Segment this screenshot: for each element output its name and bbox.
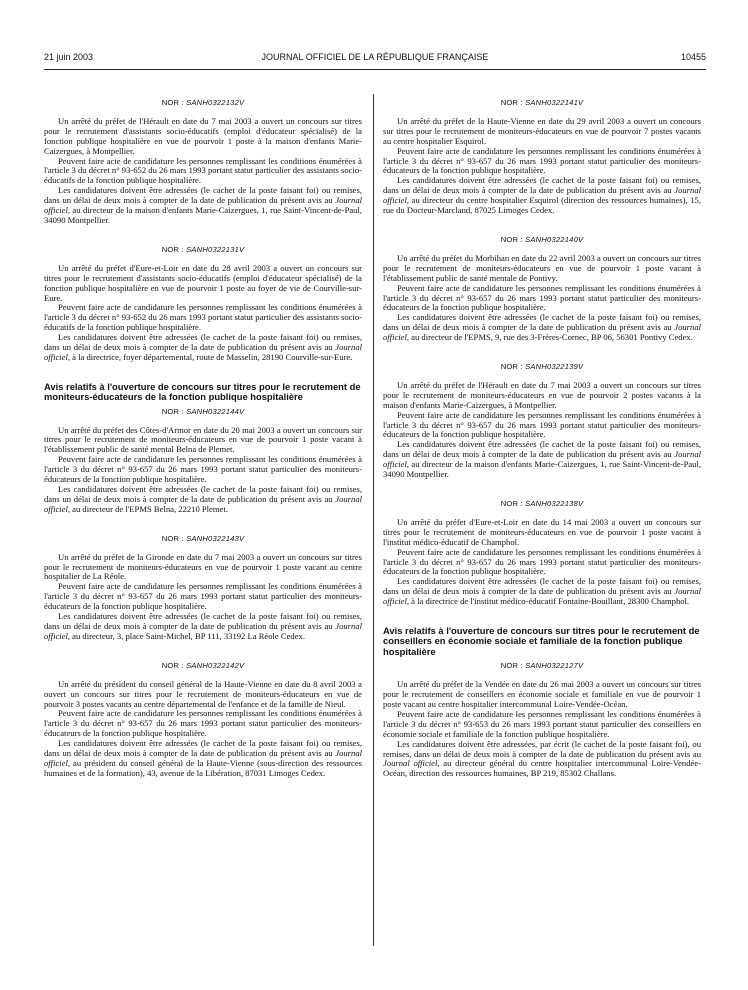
nor-label: NOR : <box>161 660 184 670</box>
nor-label: NOR : <box>161 98 184 107</box>
nor-code: SANH0322141V <box>525 98 584 107</box>
nor-label: NOR : <box>161 406 184 416</box>
notice-item <box>383 661 701 779</box>
notice-paragraph: Peuvent faire acte de candidature les personnes remplissant les conditions énumérées à l'article 3 du décret n° 93-652 du 26 mars 1993 portant statut particulier des assistants socio-éducatifs de la fonction publique hospitalière. <box>44 155 362 186</box>
notice-paragraph: Les candidatures doivent être adressées (le cachet de la poste faisant foi) ou remises, dans un délai de deux mois à compter de la date de publication du présent avis au Journal officiel, à la directrice de l'institut médico-éducatif Fontaine-Bouillant, 28300 Champhol. <box>383 576 701 607</box>
notice-paragraph: Les candidatures doivent être adressées (le cachet de la poste faisant foi) ou remises, dans un délai de deux mois à compter de la date de publication du présent avis au Journal officiel, au directeur de la maison d'enfants Marie-Caizergues, 1, rue Saint-Vincent-de-Paul, 34090 Montpellier. <box>44 185 362 225</box>
nor-reference <box>383 499 701 509</box>
nor-label: NOR : <box>500 98 523 107</box>
nor-code: SANH0322144V <box>186 406 245 416</box>
nor-reference <box>383 98 701 108</box>
notice-paragraph: Les candidatures doivent être adressées (le cachet de la poste faisant foi) ou remises, dans un délai de deux mois à compter de la date de publication du présent avis au Journal officiel, au directeur de la maison d'enfants Marie-Caizergues, 1, rue Saint-Vincent-de-Paul, 34090 Montpellier. <box>383 439 701 480</box>
notice-paragraph: Les candidatures doivent être adressées (le cachet de la poste faisant foi) ou remises, dans un délai de deux mois à compter de la date de publication du présent avis au Journal officiel, au directeur, 3, place Saint-Michel, BP 111, 33192 La Réole Cedex. <box>44 611 362 641</box>
header-title: JOURNAL OFFICIEL DE LA RÉPUBLIQUE FRANÇAISE <box>261 52 489 62</box>
notice-paragraph: Peuvent faire acte de candidature les personnes remplissant les conditions énumérées à l'article 3 du décret n° 93-653 du 26 mars 1993 portant statut particulier des conseillers en économie sociale et familiale de la fonction publique hospitalière. <box>383 708 701 739</box>
nor-reference <box>44 534 362 544</box>
nor-code: SANH0322139V <box>525 362 584 372</box>
notice-paragraph: Un arrêté du préfet de la Vendée en date du 26 mai 2003 a ouvert un concours sur titres pour le recrutement de conseillers en économie sociale et familiale en vue de pourvoir 1 poste vacant au centre hospitalier intercommunal Loire-Vendée-Océan. <box>383 679 701 709</box>
nor-reference <box>383 235 701 245</box>
header-date: 21 juin 2003 <box>44 52 94 62</box>
notice-paragraph: Peuvent faire acte de candidature les personnes remplissant les conditions énumérées à l'article 3 du décret n° 93-657 du 26 mars 1993 portant statut particulier des moniteurs-éducateurs de la fonction publique hospitalière. <box>383 546 701 577</box>
nor-label: NOR : <box>500 362 523 372</box>
notice-paragraph: Peuvent faire acte de candidature les personnes remplissant les conditions énumérées à l'article 3 du décret n° 93-657 du 26 mars 1993 portant statut particulier des moniteurs-éducateurs de la fonction publique hospitalière. <box>44 454 362 485</box>
nor-reference <box>44 245 362 255</box>
nor-code: SANH0322140V <box>525 234 584 244</box>
nor-code: SANH0322132V <box>186 98 245 107</box>
notice-paragraph: Un arrêté du préfet de l'Hérault en date du 7 mai 2003 a ouvert un concours sur titres pour le recrutement d'assistants socio-éducatifs (emploi d'éducateur spécialisé) de la fonction publique hospitalière en vue de pourvoir 1 poste à la maison d'enfants Marie-Caizergues, à Montpellier. <box>44 115 362 156</box>
nor-reference <box>44 661 362 671</box>
notice-paragraph: Un arrêté du préfet de la Gironde en date du 7 mai 2003 a ouvert un concours sur titres pour le recrutement de moniteurs-éducateurs en vue de pourvoir 1 poste vacant au centre hospitalier de La Réole. <box>44 551 362 582</box>
nor-reference <box>383 661 701 671</box>
notice-item <box>383 362 701 480</box>
notice-paragraph: Les candidatures doivent être adressées (le cachet de la poste faisant foi) ou remises, dans un délai de deux mois à compter de la date de publication du présent avis au Journal officiel, au directeur du centre hospitalier Esquirol (direction des ressources humaines), 15, rue du Docteur-Marcland, 87025 Limoges Cedex. <box>383 175 701 216</box>
page-header <box>44 52 706 66</box>
notice-paragraph: Les candidatures doivent être adressées, par écrit (le cachet de la poste faisant foi), ou remises, dans un délai de deux mois à compter de la date de publication du présent avis au Journal officiel, au directeur général du centre hospitalier intercommunal Loire-Vendée-Océan, direction des ressources humaines, BP 219, 85302 Challans. <box>383 738 701 779</box>
nor-code: SANH0322143V <box>186 533 245 543</box>
notice-item <box>383 98 701 216</box>
notice-paragraph: Un arrêté du préfet de l'Hérault en date du 7 mai 2003 a ouvert un concours sur titres pour le recrutement de moniteurs-éducateurs en vue de pourvoir 2 postes vacants à la maison d'enfants Marie-Caizergues, à Montpellier. <box>383 379 701 410</box>
notice-item <box>383 235 701 343</box>
nor-code: SANH0322138V <box>525 499 584 508</box>
notice-paragraph: Un arrêté du préfet d'Eure-et-Loir en date du 28 avril 2003 a ouvert un concours sur titres pour le recrutement d'assistants socio-éducatifs (emploi d'éducateur spécialisé) de la fonction publique hospitalière en vue de pourvoir 1 poste au foyer de vie de Courville-sur-Eure. <box>44 262 362 303</box>
nor-reference <box>383 362 701 372</box>
notice-paragraph: Un arrêté du préfet de la Haute-Vienne en date du 29 avril 2003 a ouvert un concours sur titres pour le recrutement de moniteurs-éducateurs en vue de pourvoir 7 postes vacants au centre hospitalier Esquirol. <box>383 115 701 146</box>
section-heading: Avis relatifs à l'ouverture de concours sur titres pour le recrutement de moniteurs-éducateurs de la fonction publique hospitalière <box>44 380 361 403</box>
notice-paragraph: Un arrêté du préfet d'Eure-et-Loir en date du 14 mai 2003 a ouvert un concours sur titres pour le recrutement de moniteurs-éducateurs en vue de pourvoir 1 poste vacant à l'institut médico-éducatif de Champhol. <box>383 516 701 547</box>
nor-label: NOR : <box>161 533 184 543</box>
notice-item <box>44 661 362 779</box>
notice-item <box>44 407 362 515</box>
notice-item <box>44 98 362 226</box>
nor-code: SANH0322142V <box>186 660 245 670</box>
nor-reference <box>44 98 362 108</box>
notice-item <box>383 499 701 607</box>
notice-paragraph: Peuvent faire acte de candidature les personnes remplissant les conditions énumérées à l'article 3 du décret n° 93-657 du 26 mars 1993 portant statut particulier des moniteurs-éducateurs de la fonction publique hospitalière. <box>44 581 362 612</box>
section-heading: Avis relatifs à l'ouverture de concours sur titres pour le recrutement de conseillers en économie sociale et familiale de la fonction publique hospitalière <box>383 625 700 657</box>
nor-label: NOR : <box>500 661 523 671</box>
notice-paragraph: Un arrêté du préfet du Morbihan en date du 22 avril 2003 a ouvert un concours sur titres pour le recrutement de moniteurs-éducateurs en vue de pourvoir 1 poste vacant à l'établissement public de santé mentale de Pontivy. <box>383 252 701 283</box>
notice-paragraph: Un arrêté du préfet des Côtes-d'Armor en date du 20 mai 2003 a ouvert un concours sur titres pour le recrutement de moniteurs-éducateurs en vue de pourvoir 1 poste vacant à l'établissement public de santé mental Belna de Plemet. <box>44 424 362 455</box>
left-column <box>44 98 362 798</box>
nor-label: NOR : <box>500 499 523 508</box>
notice-paragraph: Les candidatures doivent être adressées (le cachet de la poste faisant foi) ou remises, dans un délai de deux mois à compter de la date de publication du présent avis au Journal officiel, à la directrice, foyer départemental, route de Masselin, 28190 Courville-sur-Eure. <box>44 332 362 362</box>
notice-paragraph: Peuvent faire acte de candidature les personnes remplissant les conditions énumérées à l'article 3 du décret n° 93-657 du 26 mars 1993 portant statut particulier des moniteurs-éducateurs de la fonction publique hospitalière. <box>383 145 701 176</box>
notice-paragraph: Peuvent faire acte de candidature les personnes remplissant les conditions énumérées à l'article 3 du décret n° 93-657 du 26 mars 1993 portant statut particulier des moniteurs-éducateurs de la fonction publique hospitalière. <box>383 409 701 440</box>
notice-paragraph: Les candidatures doivent être adressées (le cachet de la poste faisant foi) ou remises, dans un délai de deux mois à compter de la date de publication du présent avis au Journal officiel, au directeur de l'EPMS Belna, 22210 Plemet. <box>44 484 362 514</box>
nor-label: NOR : <box>161 244 184 254</box>
nor-code: SANH0322131V <box>186 244 245 254</box>
nor-code: SANH0322127V <box>525 661 584 671</box>
notice-paragraph: Un arrêté du président du conseil général de la Haute-Vienne en date du 8 avril 2003 a ouvert un concours sur titres pour le recrutement de moniteurs-éducateurs en vue de pourvoir 3 postes vacants au centre départemental de l'enfance et de la famille de Nieul. <box>44 678 362 709</box>
notice-paragraph: Les candidatures doivent être adressées (le cachet de la poste faisant foi) ou remises, dans un délai de deux mois à compter de la date de publication du présent avis au Journal officiel, au président du conseil général de la Haute-Vienne (sous-direction des ressources humaines et de la formation), 43, avenue de la Libération, 87031 Limoges Cedex. <box>44 738 362 778</box>
nor-reference <box>44 407 362 417</box>
notice-paragraph: Peuvent faire acte de candidature les personnes remplissant les conditions énumérées à l'article 3 du décret n° 93-657 du 26 mars 1993 portant statut particulier des moniteurs-éducateurs de la fonction publique hospitalière. <box>44 708 362 739</box>
notice-paragraph: Peuvent faire acte de candidature les personnes remplissant les conditions énumérées à l'article 3 du décret n° 93-652 du 26 mars 1993 portant statut particulier des assistants socio-éducatifs de la fonction publique hospitalière. <box>44 302 362 333</box>
notice-item <box>44 245 362 363</box>
notice-paragraph: Peuvent faire acte de candidature les personnes remplissant les conditions énumérées à l'article 3 du décret n° 93-657 du 26 mars 1993 portant statut particulier des moniteurs-éducateurs de la fonction publique hospitalière. <box>383 282 701 313</box>
nor-label: NOR : <box>500 234 523 244</box>
right-column <box>383 98 701 798</box>
header-page-number: 10455 <box>680 52 706 62</box>
header-rule <box>44 69 706 70</box>
column-divider <box>373 94 374 946</box>
notice-item <box>44 534 362 642</box>
notice-paragraph: Les candidatures doivent être adressées (le cachet de la poste faisant foi) ou remises, dans un délai de deux mois à compter de la date de publication du présent avis au Journal officiel, au directeur de l'EPMS, 9, rue des 3-Frères-Cornec, BP 06, 56301 Pontivy Cedex. <box>383 312 701 343</box>
